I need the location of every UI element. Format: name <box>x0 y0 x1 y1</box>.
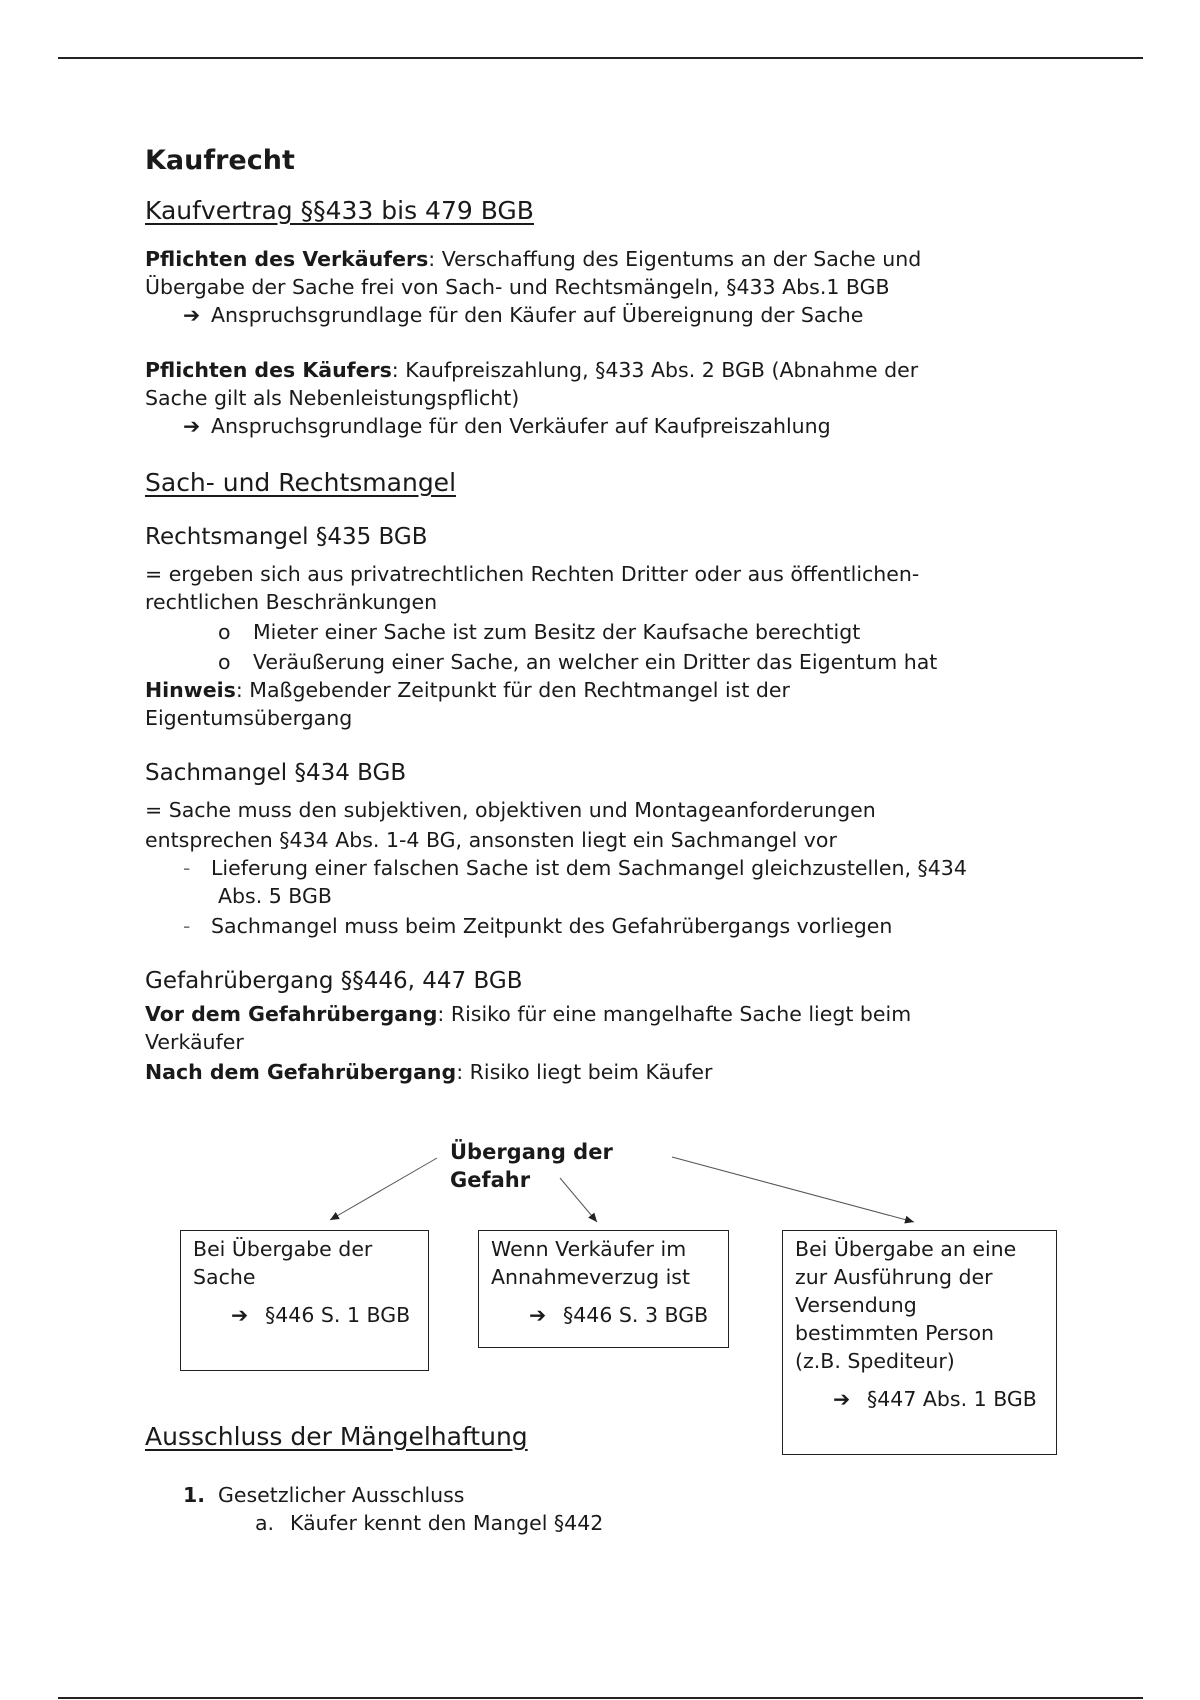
list-letter: a. <box>255 1511 275 1535</box>
dash-bullet-icon: - <box>183 856 191 880</box>
sachmangel-dash-item-1-cont: Abs. 5 BGB <box>218 884 332 908</box>
circle-bullet-icon: o <box>218 620 231 644</box>
connector-right <box>672 1157 914 1222</box>
diagram-box-text: Wenn Verkäufer im Annahmeverzug ist <box>491 1237 691 1289</box>
hint-label: Hinweis <box>145 678 236 702</box>
rechtsmangel-bullet-2: o Veräußerung einer Sache, an welcher ein Dritter das Eigentum hat <box>218 650 938 674</box>
rechtsmangel-bullet-1: o Mieter einer Sache ist zum Besitz der Kaufsache berechtigt <box>218 620 861 644</box>
nach-gefahruebergang-label: Nach dem Gefahrübergang <box>145 1060 457 1084</box>
rechtsmangel-definition-line2: rechtlichen Beschränkungen <box>145 590 438 614</box>
rechtsmangel-definition-line1: = ergeben sich aus privatrechtlichen Rechten Dritter oder aus öffentlichen- <box>145 562 920 586</box>
nach-gefahruebergang-line: Nach dem Gefahrübergang: Risiko liegt beim Käufer <box>145 1060 713 1084</box>
rechtsmangel-hint-line1: Hinweis: Maßgebender Zeitpunkt für den Rechtmangel ist der <box>145 678 790 702</box>
ausschluss-item-1a: a. Käufer kennt den Mangel §442 <box>255 1511 604 1535</box>
verkaeufer-duties-line2: Übergabe der Sache frei von Sach- und Rechtsmängeln, §433 Abs.1 BGB <box>145 275 890 299</box>
diagram-box-ref: ➔ §447 Abs. 1 BGB <box>833 1387 1037 1411</box>
kaeufer-duties-line1: Pflichten des Käufers: Kaufpreiszahlung, §433 Abs. 2 BGB (Abnahme der <box>145 358 919 382</box>
diagram-box-text: Bei Übergabe der Sache <box>193 1237 373 1289</box>
sachmangel-definition-line1: = Sache muss den subjektiven, objektiven und Montageanforderungen <box>145 798 876 822</box>
kaeufer-duties-label: Pflichten des Käufers <box>145 358 392 382</box>
list-number: 1. <box>183 1483 206 1507</box>
vor-gefahruebergang-label: Vor dem Gefahrübergang <box>145 1002 438 1026</box>
rechtsmangel-hint-line2: Eigentumsübergang <box>145 706 353 730</box>
verkaeufer-claim-arrow-item: ➔ Anspruchsgrundlage für den Käufer auf Übereignung der Sache <box>183 303 864 327</box>
diagram-box-versendung <box>782 1230 1057 1455</box>
ausschluss-item-1: 1. Gesetzlicher Ausschluss <box>183 1483 465 1507</box>
kaeufer-claim-arrow-item: ➔ Anspruchsgrundlage für den Verkäufer auf Kaufpreiszahlung <box>183 414 831 438</box>
vor-gefahruebergang-line1: Vor dem Gefahrübergang: Risiko für eine mangelhafte Sache liegt beim <box>145 1002 912 1026</box>
diagram-box-uebergabe <box>180 1230 429 1371</box>
gefahruebergang-heading: Gefahrübergang §§446, 447 BGB <box>145 968 523 994</box>
arrow-icon: ➔ <box>183 303 201 327</box>
sachmangel-definition-line2: entsprechen §434 Abs. 1-4 BG, ansonsten liegt ein Sachmangel vor <box>145 828 837 852</box>
page-title: Kaufrecht <box>145 145 295 176</box>
arrow-icon: ➔ <box>231 1303 249 1327</box>
connector-middle <box>560 1178 597 1222</box>
verkaeufer-duties-line1: Pflichten des Verkäufers: Verschaffung des Eigentums an der Sache und <box>145 247 922 271</box>
arrow-icon: ➔ <box>833 1387 851 1411</box>
kaeufer-duties-line2: Sache gilt als Nebenleistungspflicht) <box>145 386 520 410</box>
kaufvertrag-heading: Kaufvertrag §§433 bis 479 BGB <box>145 196 534 225</box>
circle-bullet-icon: o <box>218 650 231 674</box>
diagram-root-label: Übergang der Gefahr <box>450 1140 613 1192</box>
connector-left <box>330 1158 437 1220</box>
sachmangel-dash-item-2: - Sachmangel muss beim Zeitpunkt des Gefahrübergangs vorliegen <box>183 914 893 938</box>
rechtsmangel-heading: Rechtsmangel §435 BGB <box>145 524 428 550</box>
vor-gefahruebergang-line2: Verkäufer <box>145 1030 244 1054</box>
sachmangel-heading: Sachmangel §434 BGB <box>145 760 407 786</box>
dash-bullet-icon: - <box>183 914 191 938</box>
diagram-box-annahmeverzug <box>478 1230 729 1348</box>
arrow-icon: ➔ <box>183 414 201 438</box>
verkaeufer-duties-label: Pflichten des Verkäufers <box>145 247 429 271</box>
mangel-heading: Sach- und Rechtsmangel <box>145 468 457 497</box>
sachmangel-dash-item-1: - Lieferung einer falschen Sache ist dem Sachmangel gleichzustellen, §434 <box>183 856 967 880</box>
diagram-box-ref: ➔ §446 S. 3 BGB <box>529 1303 709 1327</box>
ausschluss-heading: Ausschluss der Mängelhaftung <box>145 1422 528 1451</box>
diagram-box-ref: ➔ §446 S. 1 BGB <box>231 1303 411 1327</box>
arrow-icon: ➔ <box>529 1303 547 1327</box>
diagram-box-text: Bei Übergabe an eine zur Ausführung der Versendung bestimmten Person (z.B. Spediteur) <box>795 1237 1017 1373</box>
